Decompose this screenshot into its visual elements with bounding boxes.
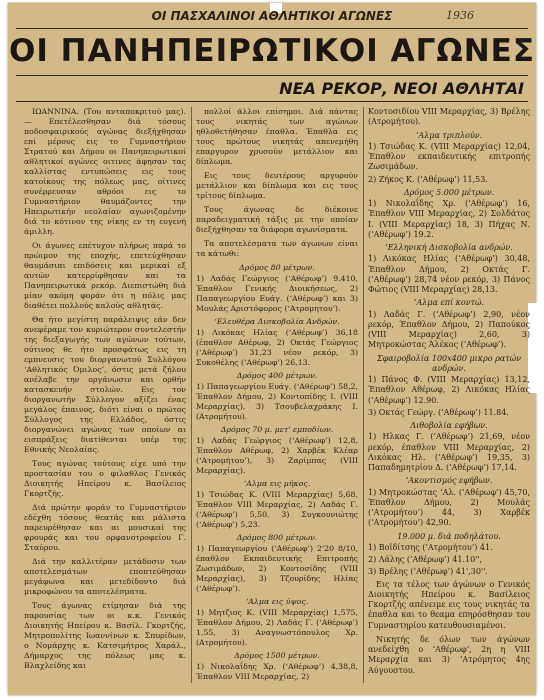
event-result: 1) Παπαγεωργίου Ευάγ. (‘Αθέρωφ’) 58,2, Έπαθλον Δήμου, 2) Κοντοπίδης Ι. (VIII Μεραρχίας), 3) Τσουβελαχράκης Ι. (Ατρομήτου). [196,382,358,421]
event-heading: Δρόμος 400 μέτρων. [236,371,318,380]
event-heading: ‘Ελευθέρα Δισκοβολία Ανδρών. [214,317,340,326]
event-result: 1) Μητζιος Κ. (VIII Μεραρχίας) 1,575, Έπαθλον Δήμου, 2) Λαδάς Γ. (‘Αθέρωφ’) 1,55, 3) Αναγνωστόπουλος Χρ. (Ατρομήτου). [196,608,358,647]
event-result: 3) Οκτάς Γεώργ. (‘Αθέρωφ’) 11.84. [368,407,509,417]
event-heading: ‘Αλμα εις ύψος. [245,597,309,606]
article-column-2 [196,107,358,684]
event-result: 1) Τσιώδας Κ. (VIII Μεραρχίας) 12,04, Έπαθλον εκπαιδευτικής επιτροπής Ζωσιμάδων. [368,141,530,172]
event-result: 1) Λαδάς Γ. (‘Αθέρωφ’) 2,90, νέον ρεκόρ, Έπαθλον Δήμου, 2) Παπούκος (VIII Μεραρχίας) 2,60, 3) Μητροκώστας Άλέκος (‘Αθέρωφ’). [368,309,530,350]
article-paragraph: Εις τους δευτέρους αργυρούν μετάλλιον και δίπλωμα και εις τους τρίτους δίπλωμα. [196,171,358,200]
subheadline: ΝΕΑ ΡΕΚΟΡ, ΝΕΟΙ ΑΘΛΗΤΑΙ [279,79,524,98]
event-result: 1) Λικόκας Ηλίας (‘Αθέρωφ’) 36,18 (έπαθλον Αθέρωφ, 2) Οκτάς Γεώργιος (‘Αθέρωφ’) 31,23 νέον ρεκόρ, 3) Συκοθέλης (‘Αθέρωφ’) 26,13. [196,328,358,367]
section-kicker: ΟΙ ΠΑΣΧΑΛΙΝΟΙ ΑΘΛΗΤΙΚΟΙ ΑΓΩΝΕΣ [151,9,393,23]
article-paragraph: Διά πρώτην φοράν το Γυμναστήριον εδέχθη τόσους θεατάς και μάλιστα παρευρέθησαν και αι μουσικαί της φρουράς και του ορφανοτροφείου Γ. Σταύρου. [24,503,186,552]
event-result: 1) Λικόκας Ηλίας (‘Αθέρωφ’) 30,48, Έπαθλον Δήμου, 2) Οκτάς Γ. (‘Αθέρωφ’) 28,74 νέον ρεκόρ, 3) Πάνος Φώτιος (VIII Μεραρχίας) 28,13. [368,254,530,294]
event-result: 3) Βρέλης (‘Αθέρωφ’) 41',30''. [368,567,488,577]
article-paragraph: Τους άγωνας δε διέκοινε παραδειγματική τάξις με την οποίαν διεξήχθησαν τα διάφορα αγωνίσματα. [196,205,358,234]
event-heading: Δρόμος 800 μέτρων. [236,533,318,542]
divider [16,28,528,29]
article-paragraph: πολλοί άλλοι επίσημοι. Διά πάντας τους νικητάς των αγώνων ηθλοθετήθησαν έπαθλα. Έπαθλα εις τους πρώτους νικητάς απενεμήθη επαργυρον χρυσούν μετάλλιον και δίπλωμα. [196,107,358,166]
event-result: 1) Νικολαΐδης Χρ. (‘Αθέρωφ’) 16, Έπαθλον VIII Μεραρχίας, 2) Σολδάτος Ι. (VIII Μεραρχίας) 18, 3) Πήχας Ν. (‘Αθέρωφ’) 19.2. [368,199,530,239]
article-paragraph: ΙΩΑΝΝΙΝΑ. (Του ανταποκριτού μας). — Επετέλεσθησαν διά τόσους ποδοσφαιρικούς αγώνας διεξήχθησαν επί μέρους εις το Γυμναστήριον Στρατού και Δήμου οι Πανηπειρωτικοί αθλητικοί αγώνες οιτινες άφησαν τας καλλίστας εντυπώσεις εις τους κατοίκους της πόλεως μας, οίτινες συνέρρευσαν αθρόοι εις το Γυμναστήριον θαυμάζοντες την Ηπειρωτικήν νεολαίαν αγωνιζομένην διά το κότινον της νίκης εν τη ευγενή άμιλλη. [24,107,186,236]
event-result: 1) Νικολαΐδης Χρ. (‘Αθέρωφ’) 4,38,8, Έπαθλον VIII Μεραρχίας, 2) [196,662,358,681]
newspaper-clipping [8,3,536,695]
handwritten-year: 1936 [446,9,474,22]
event-heading: 19.000 μ. διά ποδηλάτου. [397,531,501,541]
event-result: 1) Παπαγεωργίου (‘Αθέρωφ’) 2'20 8/10, έπαθλον Εκπαιδευτικής Επιτροπής Ζωσιμάδων, 2) Κοντοσίδης (VIII Μεραρχίας), 3) Τζουρίδης Ηλίας (‘Αθέρωφ’). [196,544,358,593]
event-result: 2) Λάλης (‘Αθέρωφ’) 41.10'', [368,555,483,564]
event-result: 1) Πάνος Φ. (VIII Μεραρχίας) 13,12, Έπαθλον Αθέρωφ, 2) Λικόκας Ηλίας (‘Αθέρωφ’) 12.90. [368,375,530,405]
divider [16,75,528,76]
event-result: 2) Ζήκος Κ. (‘Αθέρωφ’) 11,53. [368,174,488,184]
event-result: Κοντοσιδίου VIII Μεραρχίας, 3) Βρέλης (Ατρομήτου). [368,107,530,127]
article-paragraph: Νικητής δε όλων των άγώνων ανεδείχθη ο ‘Αθέρωφ’, 2η η VIII Μεραρχία και 3) ‘Ατρόμητος 4ης Αύγουστου. [368,634,530,675]
event-heading: ‘Ελληνική Δισκοβολία ανδρών. [385,243,513,252]
article-paragraph: Εις τα τέλος των άγώνων ο Γενικός Διοικητής Ηπείρου κ. Βασίλειος Γκορτζής απένειμε εις τους νικητάς τα έπαθλα και το θεαμα επηρόσθησαν του Γυμναστηρίου κατευθουσιαμένοι. [368,579,530,630]
event-result: 1) Λαδάς Γεώργιος (‘Αθέρωφ’) 9.410, Έπαθλον Γενικής Διοικήσεως, 2) Παπαγεωργίου Ευάγ. (‘Αθέρωφ’) και 3) Μουλάς Αριστόφορος (‘Ατρομητου’). [196,274,358,313]
event-heading: ‘Αλμα εις μήκος. [243,479,311,488]
event-result: 1) Βοϊδίτσης (‘Ατρομήτου’) 41. [368,542,493,552]
article-column-3 [368,107,530,680]
article-paragraph: Τα αποτελέσματα των άγωνων είναι τα κάτωθι: [196,239,358,258]
article-paragraph: Οι άγωνες επέτυχον πλήρως παρά το πρώιμον της εποχής, επετεύχθησαν θαυμάσιαι επιδόσεις και μερικαί εξ αυτών κατερρίφθησαν και τα Πανηπειρωτικά ρεκόρ. Διεπιστώθη διά μίαν ακόμη φοράν ότι η πόλις μας διαθέτει πολλούς καλούς αθλητάς. [24,241,186,310]
column-divider [191,107,192,683]
article-column-1 [24,107,186,675]
event-result: 1) Τσιώδας Κ. (VIII Μεραρχίας) 5,68, Έπαθλον VIII Μεραρχίας, 2) Λαδάς Γ. (‘Αθέρωφ’) 5,50, 3) Συγκουνιώτης (‘Αθέρωφ’) 5,23. [196,490,358,529]
event-heading: ‘Αλμα τριπλούν. [415,130,483,140]
article-paragraph: Τους άγωνας ετίμησαν διά της παρουσίας των οι κ.κ. Γενικός Διοικητής Ηπείρου κ. Βασίλ. Γκορτζής, Μητροπολίτης Ιωαννίνων κ. Σπυρίδων, ο Νομάρχης κ. Κατσιμήτρος Χαράλ., Δήμαρχος της πόλεως μας κ. Βλαχλείδης και [24,601,186,670]
event-heading: Λιθοβολία εφήβων. [410,421,488,430]
event-result: 1) Λαδάς Γεώργιος (‘Αθέρωφ’) 12,8, Έπαθλον Αθέρωφ, 2) Χαρβέκ Κλέαρ (‘Ατρομήτου’), 3) Ζαρίμπας (VIII Μεραρχίας). [196,436,358,475]
article-paragraph: Τους αγώνας τούτους είχε υπό την προστασίαν του ο φιλαθλος Γενικός Διοικητής Ηπείρου κ. Βασίλειος Γκορτζής. [24,459,186,498]
article-paragraph: Διά την καλλιτέραν μετάδοσιν των αποτελεσμάτων εποπτεύθησαν μεγάφωνα και μετεδίδοντο διά μικροφώνου τα αποτελέσματα. [24,557,186,596]
event-heading: Σφαιροβολία 100x400 μικρο ρατών ανδρών. [376,353,522,373]
event-result: 1) Μητροκώστας ‘Αλ. (‘Αθέρωφ’) 45,70, Έπαθλον Δήμου, 2) Μουλάς (‘Ατρομήτου’) 44, 3) Χαρβέκ (‘Ατρομήτου’) 42,90. [368,487,530,528]
event-heading: Δρόμος 1500 μέτρων. [234,651,320,660]
article-paragraph: Θα ήτο μεγίστη παράλειψις εάν δεν ανεφέραμε τον κυριώτερον συντελεστήν της διεξαγωγής των αγώνων τούτων, ούτινος θε ήτο προσφάτως εις τη εμπνευσις του διοργανωτού Συλλόγου ‘Αθλητικός Όμιλος’, όστις μετά ζήλου ανέλαβε την οργάνωσιν και ορθήν κατασκευήν στολών. Εις τον διοργανωτήν Σύλλογον αξίζει ένας μεγάλος έπαινος, διότι είναι ο πρώτος Σύλλογος της Ελλάδος, όστις διοργανώνει αγώνας των οποίων αι εισπράξεις διατίθενται υπέρ της Εθνικής Νεολαίας. [24,315,186,454]
divider [16,101,528,102]
column-divider [363,107,364,683]
event-result: 1) Ηλκας Γ. (‘Αθέρωφ’) 21,69, νέον ρεκόρ, έπαθλον VIII Μεραρχίας, 2) Λικόκας Ηλ. (‘Αθέρωφ’) 19,35, 3) Παπαδημητρίου Δ. (‘Αθέρωφ’) 17,14. [368,432,530,472]
headline: ΟΙ ΠΑΝΗΠΕΙΡΩΤΙΚΟΙ ΑΓΩΝΕΣ [8,33,535,69]
event-heading: ‘Ακοντισμός εφήβων. [405,476,493,486]
event-heading: ‘Αλμα επί κοντώ. [413,298,485,308]
event-heading: Δρόμος 70 μ. μετ' εμποδίων. [220,425,334,434]
event-heading: Δρόμος 5.000 μέτρων. [403,187,495,197]
event-heading: Δρόμος 80 μέτρων. [239,263,315,272]
